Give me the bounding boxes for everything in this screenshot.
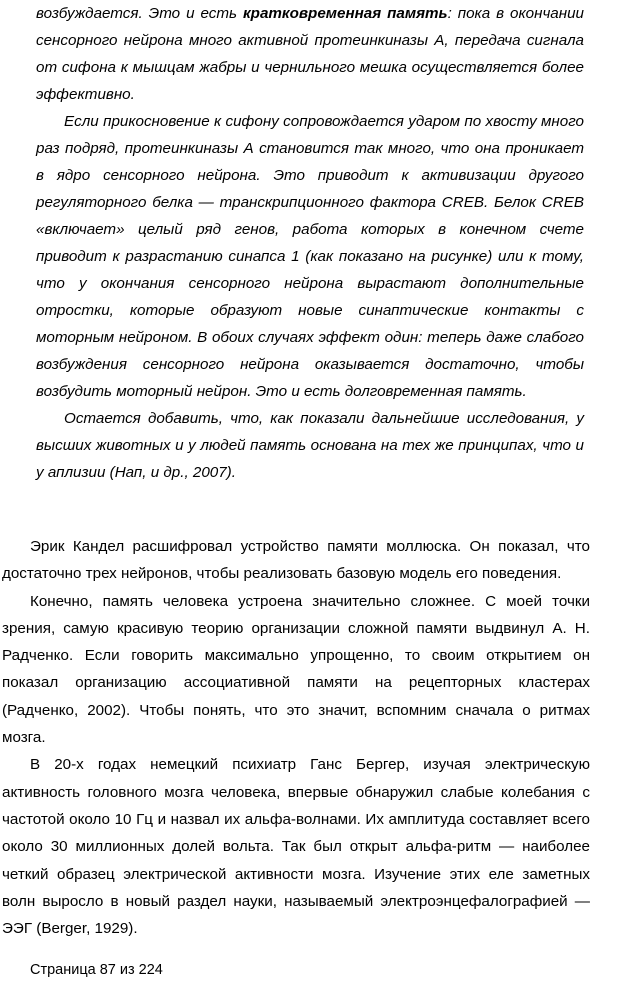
quote-paragraph-1: [36, 0, 584, 108]
italic-quote-block: [36, 0, 584, 486]
body-paragraph-2: Конечно, память человека устроена значительно сложнее. С моей точки зрения, самую красивую теорию организации сложной памяти выдвинул А. Н. Радченко. Если говорить максимально упрощенно, то своим открытием он показал организацию ассоциативной памяти на рецепторных кластерах (Радченко, 2002). Чтобы понять, что это значит, вспомним сначала о ритмах мозга.: [2, 592, 590, 747]
short-term-memory-term: кратковременная память: [242, 5, 448, 22]
body-paragraph-3: В 20-х годах немецкий психиатр Ганс Бергер, изучая электрическую активность головного мозга человека, впервые обнаружил слабые колебания с частотой около 10 Гц и назвал их альфа-волнами. Их амплитуда составляет всего около 30 миллионных долей вольта. Так был открыт альфа-ритм — наиболее четкий образец электрической активности мозга. Изучение этих еле заметных волн выросло в новый раздел науки, называемый электроэнцефалографией — ЭЭГ (Berger, 1929).: [2, 756, 590, 938]
body-paragraph-1: Эрик Кандел расшифровал устройство памяти моллюска. Он показал, что достаточно трех нейронов, чтобы реализовать базовую модель его поведения.: [2, 538, 590, 583]
main-text-block: [2, 533, 590, 942]
quote-paragraph-2: Если прикосновение к сифону сопровождается ударом по хвосту много раз подряд, протеинкиназы А становится так много, что она проникает в ядро сенсорного нейрона. Это приводит к активизации другого регуляторного белка — транскрипционного фактора CREB. Белок CREB «включает» целый ряд генов, работа которых в конечном счете приводит к разрастанию синапса 1 (как показано на рисунке) или к тому, что у окончания сенсорного нейрона вырастают дополнительные отростки, которые образуют новые синаптические контакты с моторным нейроном. В обоих случаях эффект один: теперь даже слабого возбуждения сенсорного нейрона оказывается достаточно, чтобы возбудить моторный нейрон. Это и есть долговременная память.: [36, 113, 584, 400]
quote-p1-text-start: возбуждается. Это и есть: [36, 5, 243, 22]
quote-p1-text-end: : пока в окончании сенсорного нейрона много активной протеинкиназы А, передача сигнала от сифона к мышцам жабры и чернильного мешка осуществляется более эффективно.: [36, 5, 585, 103]
page-number-footer: Страница 87 из 224: [30, 962, 163, 978]
quote-paragraph-3: Остается добавить, что, как показали дальнейшие исследования, у высших животных и у людей память основана на тех же принципах, что и у аплизии (Hап, и др., 2007).: [36, 410, 584, 481]
